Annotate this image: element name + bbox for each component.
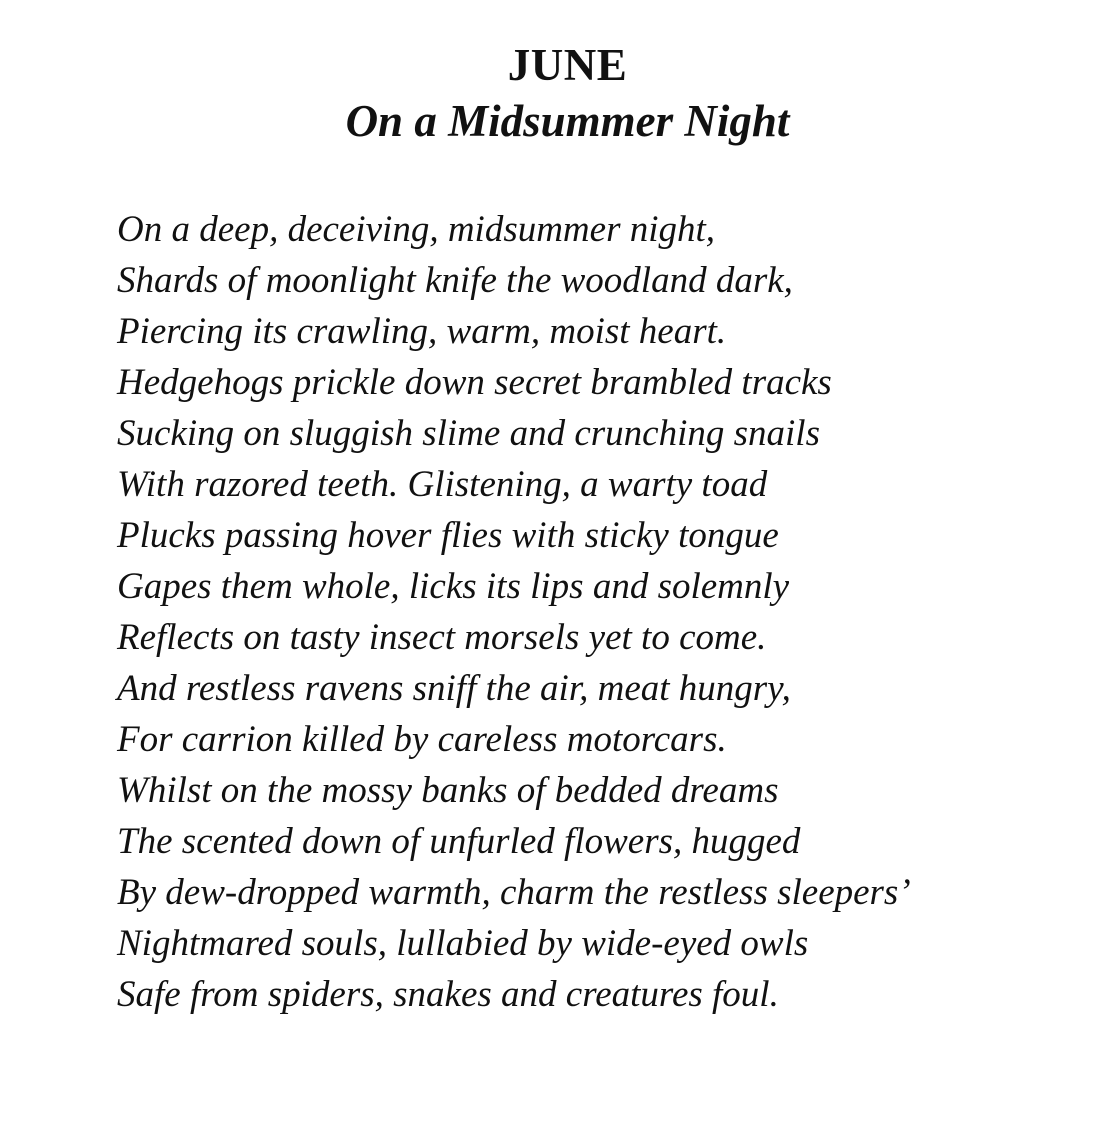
poem-line: Plucks passing hover flies with sticky tongue xyxy=(117,515,779,556)
poem-body xyxy=(117,204,1087,1020)
poem-line: On a deep, deceiving, midsummer night, xyxy=(117,209,716,250)
poem-line: The scented down of unfurled flowers, hugged xyxy=(117,821,801,862)
poem-line: Piercing its crawling, warm, moist heart. xyxy=(117,311,727,352)
poem-line: With razored teeth. Glistening, a warty toad xyxy=(117,464,768,505)
poem-line: Hedgehogs prickle down secret brambled tracks xyxy=(117,362,832,403)
poem-line: By dew-dropped warmth, charm the restless sleepers’ xyxy=(117,872,911,913)
poem-line: Reflects on tasty insect morsels yet to come. xyxy=(117,617,767,658)
poem-subtitle: On a Midsummer Night xyxy=(345,96,790,146)
poem-line: Safe from spiders, snakes and creatures foul. xyxy=(117,974,779,1015)
poem-line: Whilst on the mossy banks of bedded dreams xyxy=(117,770,779,811)
poem-line: And restless ravens sniff the air, meat hungry, xyxy=(117,668,791,709)
poem-line: Nightmared souls, lullabied by wide-eyed owls xyxy=(117,923,809,964)
poem-line: For carrion killed by careless motorcars. xyxy=(117,719,727,760)
poem-heading xyxy=(0,38,1100,150)
poem-line: Shards of moonlight knife the woodland dark, xyxy=(117,260,793,301)
poem-line: Gapes them whole, licks its lips and solemnly xyxy=(117,566,790,607)
poem-line: Sucking on sluggish slime and crunching snails xyxy=(117,413,820,454)
month-title: JUNE xyxy=(507,40,628,90)
